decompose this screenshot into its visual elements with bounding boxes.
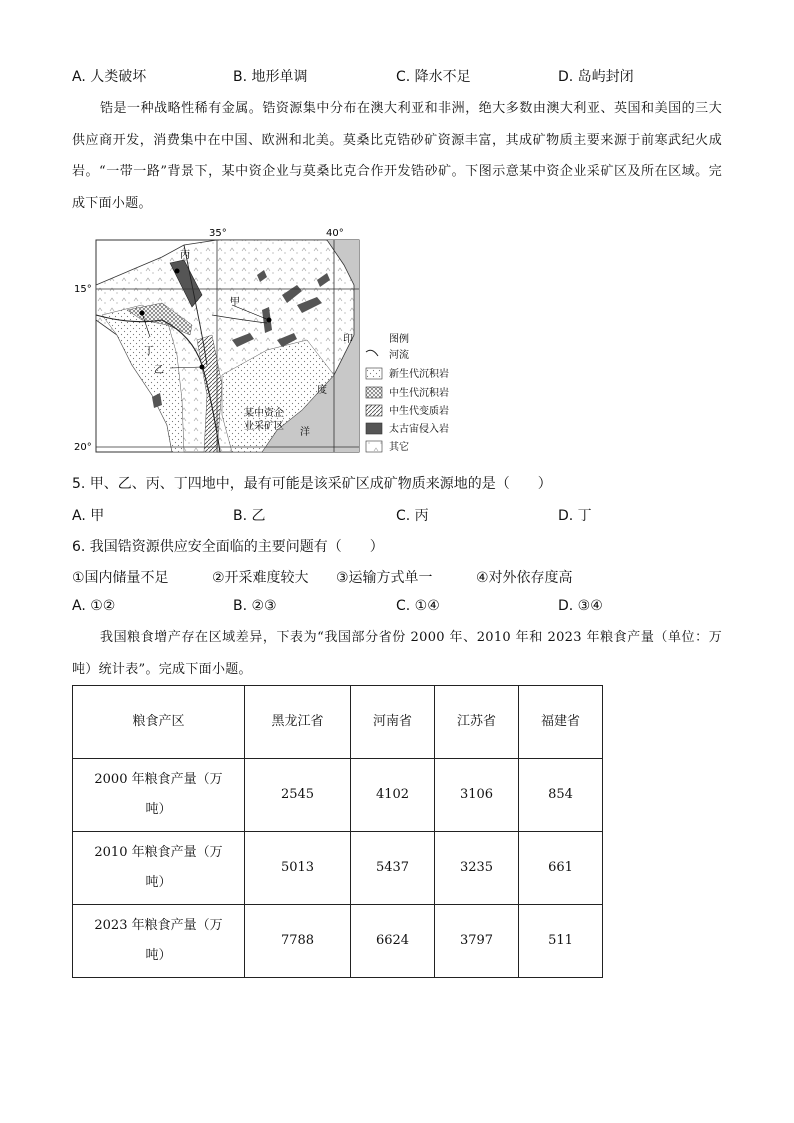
label-yi: 乙 (154, 365, 164, 376)
cell-2010-fujian: 661 (519, 832, 603, 905)
q5-question: 5. 甲、乙、丙、丁四地中，最有可能是该采矿区成矿物质来源地的是（ ） (72, 476, 552, 492)
label-ocean-3: 洋 (300, 427, 310, 438)
header-region: 粮食产区 (73, 686, 245, 759)
legend-mesozoic-meta-swatch (366, 405, 382, 416)
q6-statement-4: ④对外依存度高 (476, 570, 573, 586)
legend-mesozoic-sed: 中生代沉积岩 (389, 388, 449, 399)
q6-option-b: B. ②③ (233, 598, 277, 614)
row-label-2000: 2000 年粮食产量（万吨） (73, 759, 245, 832)
legend-archean: 太古宙侵入岩 (389, 424, 449, 435)
table-row (73, 905, 603, 978)
intro-text: 锆是一种战略性稀有金属。锆资源集中分布在澳大利亚和非洲，绝大多数由澳大利亚、英国和美国的三大供应商开发，消费集中在中国、欧洲和北美。莫桑比克锆砂矿资源丰富，其成矿物质主要来源于前寒武纪火成岩。“一带一路”背景下，某中资企业与莫桑比克合作开发锆砂矿。下图示意某中资企业采矿区及所在区域。完成下面小题。 (72, 101, 722, 211)
q6-statement-3: ③运输方式单一 (336, 570, 433, 586)
legend-other-swatch (366, 441, 382, 452)
q6-statement-1: ①国内储量不足 (72, 570, 169, 586)
intro-paragraph (72, 93, 722, 219)
cell-2000-jiangsu: 3106 (435, 759, 519, 832)
cell-2023-jiangsu: 3797 (435, 905, 519, 978)
legend-mesozoic-meta: 中生代变质岩 (389, 406, 449, 417)
q6-option-a: A. ①② (72, 598, 116, 614)
q6-question: 6. 我国锆资源供应安全面临的主要问题有（ ） (72, 539, 384, 555)
header-jiangsu: 江苏省 (435, 686, 519, 759)
legend-archean-swatch (366, 423, 382, 434)
cell-2000-heilongjiang: 2545 (245, 759, 351, 832)
legend-mesozoic-sed-swatch (366, 387, 382, 398)
legend-other: 其它 (389, 442, 409, 453)
label-ocean-2: 度 (317, 385, 327, 396)
q5-option-b: B. 乙 (233, 508, 266, 524)
table-row (73, 832, 603, 905)
q5-option-a: A. 甲 (72, 508, 105, 524)
cell-2023-heilongjiang: 7788 (245, 905, 351, 978)
q4-option-a: A. 人类破坏 (72, 69, 147, 85)
label-ocean-1: 印 (343, 334, 353, 345)
grain-table (72, 685, 603, 978)
cell-2010-henan: 5437 (351, 832, 435, 905)
label-bing: 丙 (180, 250, 190, 261)
q6-statement-2: ②开采难度较大 (212, 570, 309, 586)
legend-river: 河流 (389, 350, 409, 361)
cell-2010-jiangsu: 3235 (435, 832, 519, 905)
mozambique-map (72, 225, 472, 457)
cell-2023-henan: 6624 (351, 905, 435, 978)
cell-2000-henan: 4102 (351, 759, 435, 832)
legend-cenozoic-swatch (366, 368, 382, 379)
lat-label-20: 20° (74, 442, 92, 453)
q5-option-c: C. 丙 (396, 508, 429, 524)
lon-label-35: 35° (209, 228, 227, 239)
legend-title: 图例 (389, 334, 409, 345)
legend-cenozoic: 新生代沉积岩 (389, 369, 449, 380)
lat-label-15: 15° (74, 284, 92, 295)
header-henan: 河南省 (351, 686, 435, 759)
q4-option-b: B. 地形单调 (233, 69, 308, 85)
cell-2010-heilongjiang: 5013 (245, 832, 351, 905)
intro2-paragraph (72, 622, 722, 685)
cell-2000-fujian: 854 (519, 759, 603, 832)
table-row (73, 759, 603, 832)
row-label-2010: 2010 年粮食产量（万吨） (73, 832, 245, 905)
label-ding: 丁 (144, 346, 154, 357)
label-mine-1: 某中资企 (244, 408, 284, 419)
q6-option-c: C. ①④ (396, 598, 440, 614)
intro2-text: 我国粮食增产存在区域差异，下表为“我国部分省份 2000 年、2010 年和 2023 年粮食产量（单位：万吨）统计表”。完成下面小题。 (72, 630, 722, 677)
label-mine-2: 业采矿区 (244, 421, 284, 432)
q4-option-d: D. 岛屿封闭 (558, 69, 634, 85)
cell-2023-fujian: 511 (519, 905, 603, 978)
q4-option-c: C. 降水不足 (396, 69, 471, 85)
lon-label-40: 40° (326, 228, 344, 239)
legend-river-swatch (366, 350, 378, 356)
header-fujian: 福建省 (519, 686, 603, 759)
row-label-2023: 2023 年粮食产量（万吨） (73, 905, 245, 978)
q6-option-d: D. ③④ (558, 598, 603, 614)
q5-option-d: D. 丁 (558, 508, 592, 524)
table-header-row (73, 686, 603, 759)
label-jia: 甲 (230, 297, 240, 308)
header-heilongjiang: 黑龙江省 (245, 686, 351, 759)
marker-bing (175, 269, 180, 274)
